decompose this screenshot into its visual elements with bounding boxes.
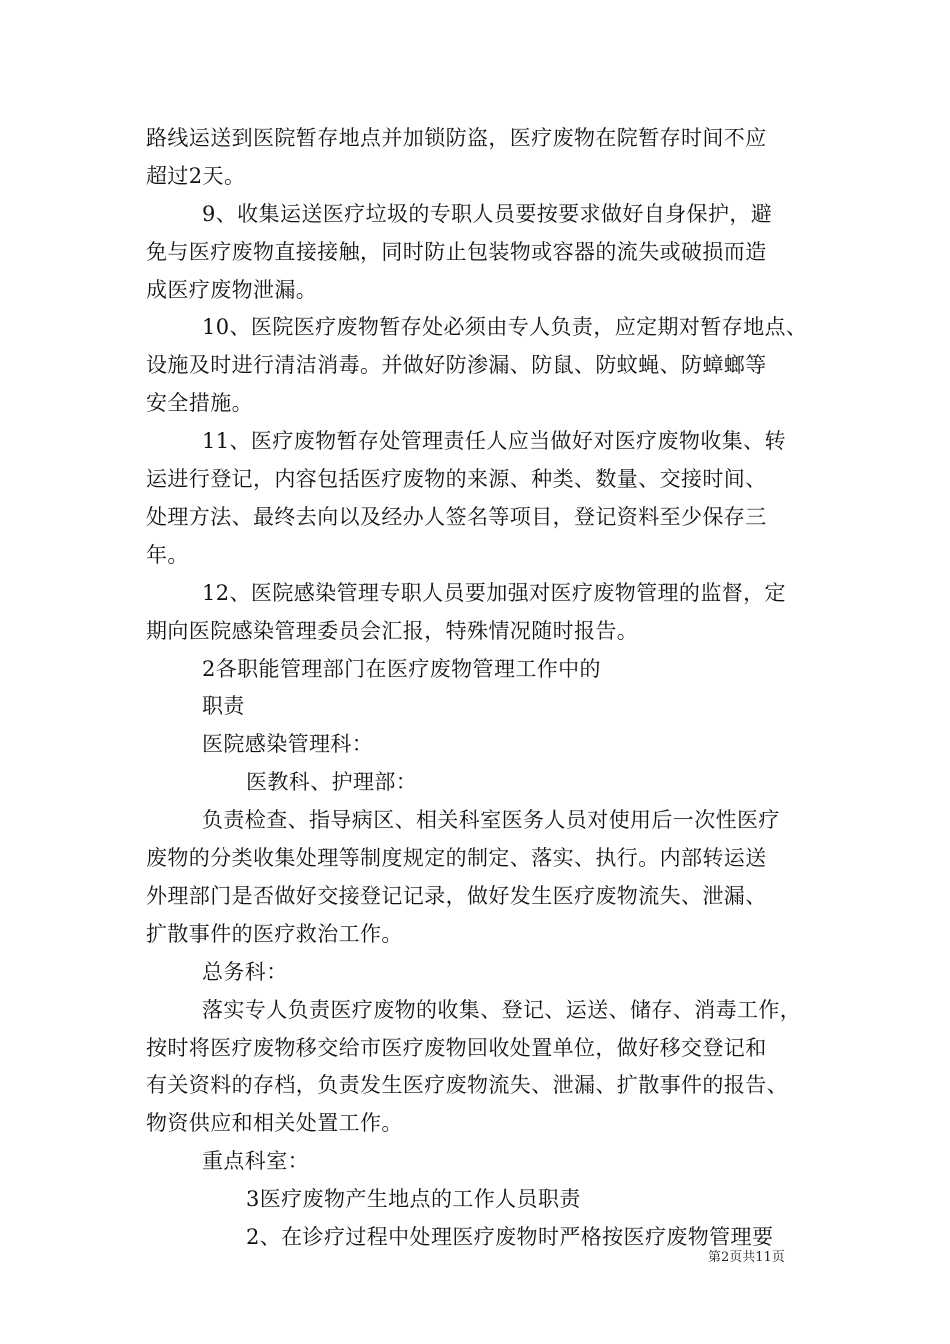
text-line: 12、医院感染管理专职人员要加强对医疗废物管理的监督，定 [202,581,786,605]
department-heading: 重点科室： [202,1149,309,1173]
text-line: 安全措施。 [146,391,253,415]
text-line: 11、医疗废物暂存处管理责任人应当做好对医疗废物收集、转 [202,429,786,453]
text-line: 落实专人负责医疗废物的收集、登记、运送、储存、消毒工作， [202,998,802,1022]
text-line: 运进行登记，内容包括医疗废物的来源、种类、数量、交接时间、 [146,467,767,491]
section-heading: 职责 [202,694,245,718]
text-line: 免与医疗废物直接接触，同时防止包装物或容器的流失或破损而造 [146,240,767,264]
text-line: 2、在诊疗过程中处理医疗废物时严格按医疗废物管理要 [246,1225,774,1249]
text-line: 10、医院医疗废物暂存处必须由专人负责，应定期对暂存地点、 [202,315,808,339]
department-heading: 医教科、护理部： [246,770,418,794]
department-heading: 总务科： [202,960,288,984]
text-line: 年。 [146,543,189,567]
text-line: 负责检查、指导病区、相关科室医务人员对使用后一次性医疗 [202,808,780,832]
text-line: 成医疗废物泄漏。 [146,278,318,302]
page-number: 第2页共11页 [708,1250,785,1265]
text-line: 扩散事件的医疗救治工作。 [146,922,403,946]
department-heading: 医院感染管理科： [202,732,374,756]
text-line: 设施及时进行清洁消毒。并做好防渗漏、防鼠、防蚊蝇、防蟑螂等 [146,353,767,377]
text-line: 有关资料的存档，负责发生医疗废物流失、泄漏、扩散事件的报告、 [146,1073,788,1097]
text-line: 外理部门是否做好交接登记记录，做好发生医疗废物流失、泄漏、 [146,884,767,908]
section-heading: 3医疗废物产生地点的工作人员职责 [246,1187,581,1211]
text-line: 废物的分类收集处理等制度规定的制定、落实、执行。内部转运送 [146,846,767,870]
section-heading: 2各职能管理部门在医疗废物管理工作中的 [202,657,601,681]
text-line: 按时将医疗废物移交给市医疗废物回收处置单位，做好移交登记和 [146,1036,767,1060]
text-line: 期向医院感染管理委员会汇报，特殊情况随时报告。 [146,619,639,643]
text-line: 超过2天。 [146,164,246,188]
text-line: 物资供应和相关处置工作。 [146,1111,403,1135]
text-line: 路线运送到医院暂存地点并加锁防盗，医疗废物在院暂存时间不应 [146,126,767,150]
text-line: 9、收集运送医疗垃圾的专职人员要按要求做好自身保护，避 [202,202,773,226]
text-line: 处理方法、最终去向以及经办人签名等项目，登记资料至少保存三 [146,505,767,529]
